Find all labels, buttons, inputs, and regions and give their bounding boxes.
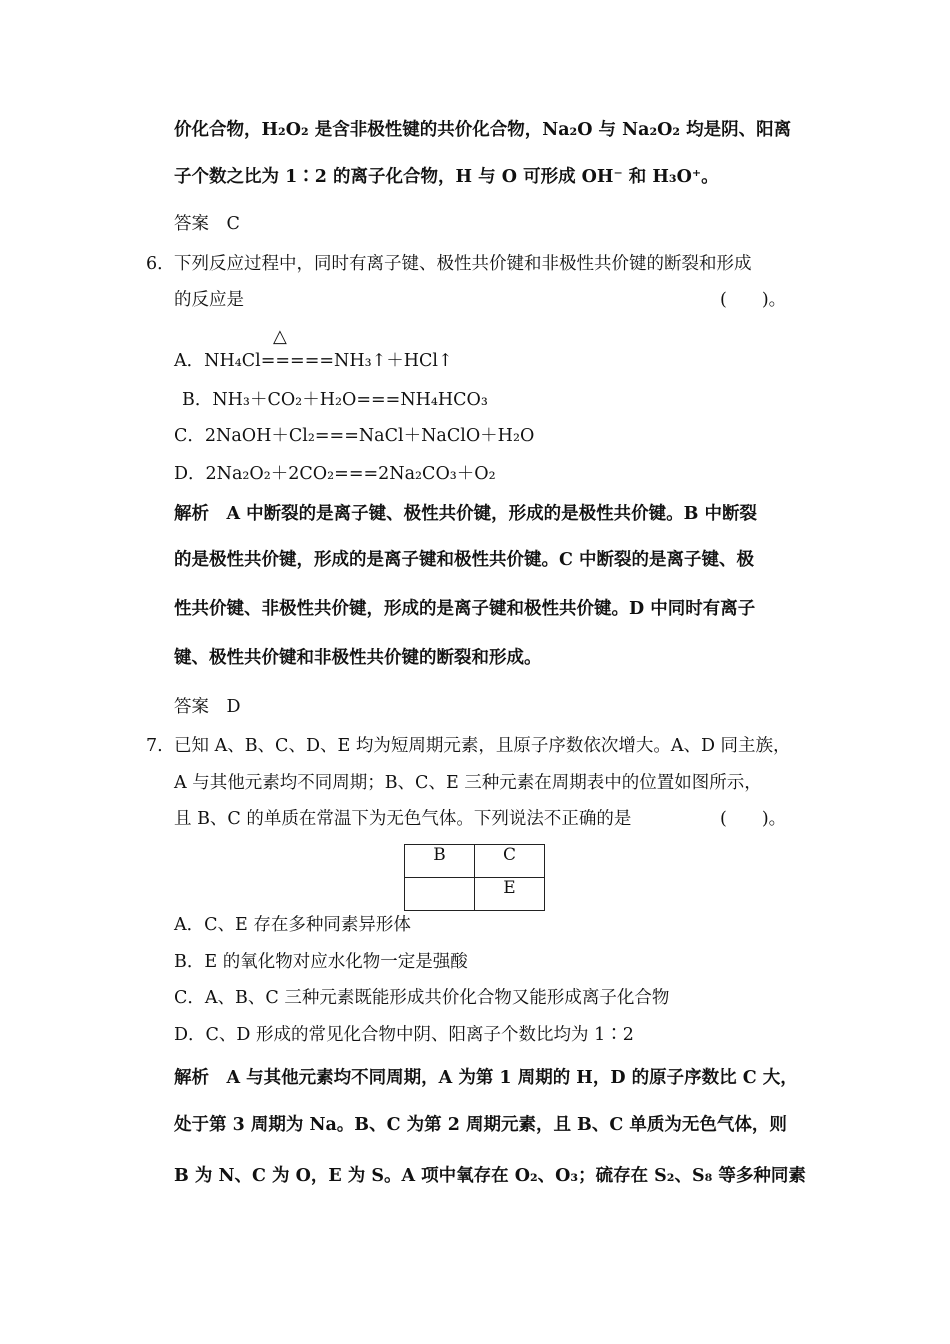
q7-option-d: D．C、D 形成的常见化合物中阴、阳离子个数比均为 1∶2 (174, 1025, 634, 1045)
q6-stem-line-1: 下列反应过程中，同时有离子键、极性共价键和非极性共价键的断裂和形成 (174, 254, 752, 274)
q7-stem-line-2: A 与其他元素均不同周期；B、C、E 三种元素在周期表中的位置如图所示， (174, 773, 762, 793)
heat-symbol: △ (273, 326, 287, 347)
q7-number: 7. (146, 736, 163, 756)
q6-option-c: C．2NaOH＋Cl₂===NaCl＋NaClO＋H₂O (174, 426, 535, 446)
q6-option-d: D．2Na₂O₂＋2CO₂===2Na₂CO₃＋O₂ (174, 464, 496, 484)
q7-analysis-line-3: B 为 N、C 为 O，E 为 S。A 项中氧存在 O₂、O₃；硫存在 S₂、S₈ 等多种同素 (174, 1166, 806, 1186)
q6-stem-line-2: 的反应是 (174, 290, 244, 310)
q6-analysis-line-1: 解析 A 中断裂的是离子键、极性共价键，形成的是极性共价键。B 中断裂 (174, 504, 758, 524)
q6-analysis-line-4: 键、极性共价键和非极性共价键的断裂和形成。 (174, 648, 542, 668)
q7-stem-line-1: 已知 A、B、C、D、E 均为短周期元素，且原子序数依次增大。A、D 同主族， (174, 736, 791, 756)
intro-line-1: 价化合物，H₂O₂ 是含非极性键的共价化合物，Na₂O 与 Na₂O₂ 均是阴、阳离 (174, 120, 792, 140)
intro-line-2: 子个数之比为 1∶2 的离子化合物，H 与 O 可形成 OH⁻ 和 H₃O⁺。 (174, 167, 719, 187)
q7-answer-paren: ( )。 (720, 809, 787, 829)
q7-stem-line-3: 且 B、C 的单质在常温下为无色气体。下列说法不正确的是 (174, 809, 632, 829)
q6-analysis-line-2: 的是极性共价键，形成的是离子键和极性共价键。C 中断裂的是离子键、极 (174, 550, 755, 570)
table-cell-c: C (475, 845, 545, 878)
table-cell-b: B (405, 845, 475, 878)
table-cell-empty (405, 878, 475, 911)
q6-option-a: A．NH₄Cl=====NH₃↑＋HCl↑ (174, 351, 453, 371)
q6-answer-paren: ( )。 (720, 290, 787, 310)
q6-number: 6． (146, 254, 175, 274)
q7-analysis-line-2: 处于第 3 周期为 Na。B、C 为第 2 周期元素，且 B、C 单质为无色气体，则 (174, 1115, 787, 1135)
q6-answer: 答案 D (174, 697, 241, 717)
q7-analysis-line-1: 解析 A 与其他元素均不同周期，A 为第 1 周期的 H，D 的原子序数比 C 大， (174, 1068, 798, 1088)
q7-option-a: A．C、E 存在多种同素异形体 (174, 915, 411, 935)
q5-answer: 答案 C (174, 214, 240, 234)
q7-option-c: C．A、B、C 三种元素既能形成共价化合物又能形成离子化合物 (174, 988, 670, 1008)
q6-analysis-line-3: 性共价键、非极性共价键，形成的是离子键和极性共价键。D 中同时有离子 (174, 599, 756, 619)
q6-option-b: B．NH₃＋CO₂＋H₂O===NH₄HCO₃ (182, 390, 488, 410)
q7-option-b: B．E 的氧化物对应水化物一定是强酸 (174, 952, 468, 972)
table-cell-e: E (475, 878, 545, 911)
periodic-table-fragment (404, 844, 545, 911)
